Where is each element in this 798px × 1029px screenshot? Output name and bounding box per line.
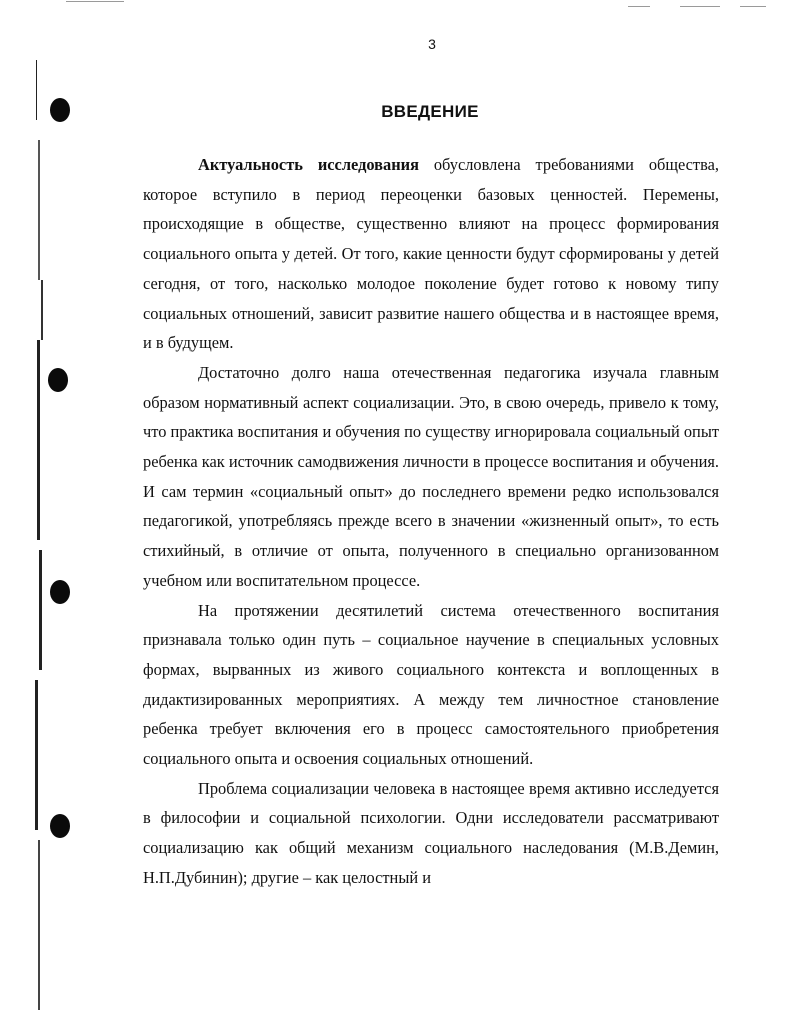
binding-line: [35, 680, 38, 830]
binding-line: [36, 60, 37, 120]
paragraph-3: [143, 596, 719, 774]
punch-hole: [48, 368, 68, 392]
paragraph-2: [143, 358, 719, 596]
page-number: 3: [428, 36, 436, 52]
paragraph-4: [143, 774, 719, 893]
scan-mark-top-right: [628, 6, 650, 7]
binding-line: [39, 550, 42, 670]
paragraph-1: [143, 150, 719, 358]
paragraph-text: Проблема социализации человека в настоящее время активно исследуется в философии и социальной психологии. Одни исследователи рассматривают социализацию как общий механизм социального наследования (М.В.Демин, Н.П.Дубинин); другие – как целостный и: [143, 778, 719, 887]
scan-mark-top-right-3: [740, 6, 766, 7]
punch-hole: [50, 580, 70, 604]
body-text: [143, 150, 719, 893]
binding-edge: [28, 40, 68, 1020]
scan-mark-top-left: [66, 1, 124, 2]
punch-hole: [50, 98, 70, 122]
scan-mark-top-right-2: [680, 6, 720, 7]
paragraph-lead: Актуальность исследования: [198, 155, 419, 174]
section-title: ВВЕДЕНИЕ: [381, 102, 479, 121]
punch-hole: [50, 814, 70, 838]
binding-line: [37, 340, 40, 540]
paragraph-text: Достаточно долго наша отечественная педагогика изучала главным образом нормативный аспект социализации. Это, в свою очередь, привело к тому, что практика воспитания и обучения по существу игнорировала социальный опыт ребенка как источник самодвижения личности в процессе воспитания и обучения. И сам термин «социальный опыт» до последнего времени редко использовался педагогикой, употребляясь прежде всего в значении «жизненный опыт», то есть стихийный, в отличие от опыта, полученного в специально организованном учебном или воспитательном процессе.: [143, 362, 719, 590]
binding-line: [38, 840, 40, 1010]
paragraph-text: На протяжении десятилетий система отечественного воспитания признавала только один путь – социальное научение в специальных условных формах, вырванных из живого социального контекста и воплощенных в дидактизированных мероприятиях. А между тем личностное становление ребенка требует включения его в процесс самостоятельного приобретения социального опыта и освоения социальных отношений.: [143, 600, 719, 769]
binding-line: [41, 280, 43, 340]
paragraph-text: обусловлена требованиями общества, которое вступило в период переоценки базовых ценностей. Перемены, происходящие в обществе, существенно влияют на процесс формирования социального опыта у детей. От того, какие ценности будут сформированы у детей сегодня, от того, насколько молодое поколение будет готово к новому типу социальных отношений, зависит развитие нашего общества и в настоящее время, и в будущем.: [143, 155, 719, 353]
binding-line: [38, 140, 40, 280]
